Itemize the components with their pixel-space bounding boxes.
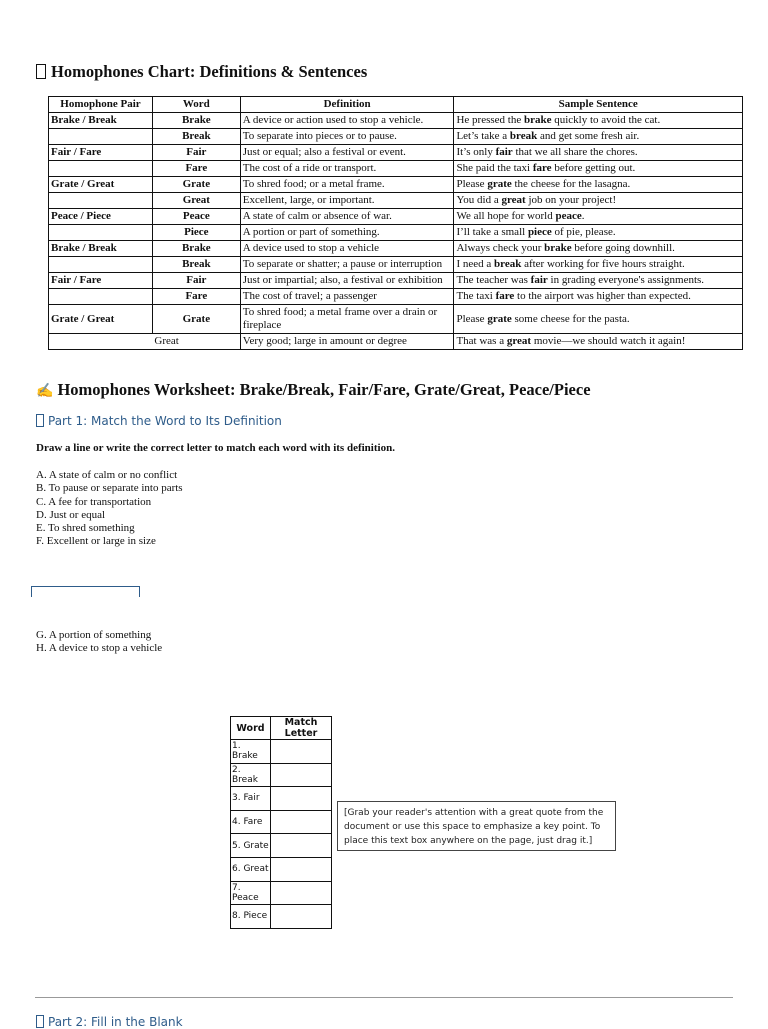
match-row [231, 787, 332, 811]
sentence-text: movie—we should watch it again! [531, 335, 686, 347]
match-header-row [231, 717, 332, 740]
sentence-keyword: peace [555, 210, 582, 222]
pair-cell: Fair / Fare [49, 145, 153, 161]
chart-row [49, 161, 743, 177]
pair-cell: Peace / Piece [49, 209, 153, 225]
match-word-cell: 6. Great [231, 857, 271, 881]
pair-cell: Grate / Great [49, 305, 153, 334]
sentence-cell [454, 209, 743, 225]
chart-row [49, 145, 743, 161]
pair-cell: Grate / Great [49, 177, 153, 193]
chart-row [49, 241, 743, 257]
sentence-keyword: piece [527, 226, 552, 238]
writing-hand-icon: ✍ [36, 384, 54, 399]
word-cell: Brake [152, 113, 240, 129]
sentence-text: . [581, 210, 585, 222]
sentence-keyword: fare [532, 162, 552, 174]
sentence-text: It’s only [456, 146, 496, 158]
word-cell: Fair [152, 273, 240, 289]
sentence-cell [454, 193, 743, 209]
sentence-keyword: grate [487, 178, 512, 190]
notebook-icon [36, 64, 46, 79]
sentence-cell [454, 241, 743, 257]
sentence-cell [454, 145, 743, 161]
sentence-text: Let’s take a [456, 130, 510, 142]
chart-title [36, 62, 367, 82]
sentence-cell [454, 161, 743, 177]
sentence-keyword: brake [523, 114, 552, 126]
match-row [231, 881, 332, 905]
sentence-keyword: fare [495, 290, 515, 302]
sentence-text: I need a [456, 258, 495, 270]
match-row [231, 763, 332, 787]
chart-row [49, 129, 743, 145]
sentence-text: the cheese for the lasagna. [511, 178, 631, 190]
word-cell: Grate [152, 305, 240, 334]
pair-cell [49, 289, 153, 305]
word-cell: Piece [152, 225, 240, 241]
definition-item: D. Just or equal [36, 508, 106, 521]
pair-cell [49, 334, 153, 350]
word-cell: Fare [152, 161, 240, 177]
match-word-cell: 1. Brake [231, 740, 271, 764]
sentence-keyword: fair [530, 274, 548, 286]
puzzle-icon [36, 414, 44, 427]
match-word-cell: 2. Break [231, 763, 271, 787]
pair-cell: Brake / Break [49, 241, 153, 257]
pair-cell: Fair / Fare [49, 273, 153, 289]
sentence-cell [454, 305, 743, 334]
chart-header-row [49, 97, 743, 113]
definition-cell: A device or action used to stop a vehicle. [240, 113, 454, 129]
chart-row [49, 193, 743, 209]
header-definition: Definition [240, 97, 454, 113]
header-word: Word [152, 97, 240, 113]
definition-list-a [36, 469, 183, 549]
sentence-text: before going downhill. [571, 242, 675, 254]
sentence-text: Please [456, 178, 488, 190]
definition-cell: The cost of travel; a passenger [240, 289, 454, 305]
match-letter-cell[interactable] [271, 881, 332, 905]
sentence-keyword: great [506, 335, 532, 347]
sentence-text: That was a [456, 335, 507, 347]
word-cell: Break [152, 129, 240, 145]
sentence-text: She paid the taxi [456, 162, 533, 174]
chart-row [49, 225, 743, 241]
sentence-cell [454, 129, 743, 145]
match-letter-cell[interactable] [271, 857, 332, 881]
sentence-text: The taxi [456, 290, 496, 302]
chart-row [49, 305, 743, 334]
sentence-keyword: grate [487, 312, 512, 325]
definition-item: G. A portion of something [36, 629, 152, 641]
sentence-text: that we all share the chores. [512, 146, 638, 158]
definition-cell: Very good; large in amount or degree [240, 334, 454, 350]
pair-cell [49, 225, 153, 241]
chart-row [49, 273, 743, 289]
definition-item: B. To pause or separate into parts [36, 482, 183, 495]
definition-cell: Just or equal; also a festival or event. [240, 145, 454, 161]
definition-list-b [36, 629, 162, 656]
pair-cell [49, 129, 153, 145]
match-letter-cell[interactable] [271, 763, 332, 787]
chart-row [49, 113, 743, 129]
sentence-cell [454, 225, 743, 241]
part1-heading-text: Part 1: Match the Word to Its Definition [48, 414, 282, 428]
definition-cell: To separate or shatter; a pause or interruption [240, 257, 454, 273]
sentence-cell [454, 257, 743, 273]
match-word-cell: 8. Piece [231, 905, 271, 929]
word-cell: Fare [152, 289, 240, 305]
word-cell: Brake [152, 241, 240, 257]
word-cell: Break [152, 257, 240, 273]
definition-item: C. A fee for transportation [36, 495, 152, 508]
match-row [231, 740, 332, 764]
sentence-keyword: brake [544, 242, 572, 254]
definition-cell: To shred food; a metal frame over a drain or fireplace [240, 305, 454, 334]
sentence-text: Please [456, 312, 488, 325]
definition-cell: To shred food; or a metal frame. [240, 177, 454, 193]
chart-title-text: Homophones Chart: Definitions & Sentences [51, 62, 368, 81]
part1-instruction: Draw a line or write the correct letter to match each word with its definition. [36, 442, 395, 454]
sentence-cell [454, 177, 743, 193]
match-word-cell: 4. Fare [231, 810, 271, 834]
match-word-cell: 3. Fair [231, 787, 271, 811]
match-row [231, 857, 332, 881]
sentence-text: in grading everyone's assignments. [547, 274, 705, 286]
chart-row [49, 334, 743, 350]
sentence-cell [454, 113, 743, 129]
quote-text-box[interactable]: [Grab your reader's attention with a great quote from the document or use this space to emphasize a key point. To place this text box anywhere on the page, just drag it.] [337, 801, 616, 851]
match-letter-cell[interactable] [271, 787, 332, 811]
sentence-keyword: break [494, 258, 522, 270]
definition-cell: To separate into pieces or to pause. [240, 129, 454, 145]
match-letter-cell[interactable] [271, 740, 332, 764]
definition-cell: The cost of a ride or transport. [240, 161, 454, 177]
chart-row [49, 257, 743, 273]
sentence-text: quickly to avoid the cat. [551, 114, 661, 126]
section-divider [35, 997, 733, 998]
definition-cell: Just or impartial; also, a festival or exhibition [240, 273, 454, 289]
text-frame-handle[interactable] [31, 586, 140, 597]
worksheet-title [36, 380, 591, 400]
chart-row [49, 209, 743, 225]
match-word-cell: 5. Grate [231, 834, 271, 858]
part1-heading [36, 414, 282, 428]
sentence-cell [454, 334, 743, 350]
sentence-text: He pressed the [456, 114, 524, 126]
definition-item: E. To shred something [36, 522, 135, 535]
definition-item: F. Excellent or large in size [36, 535, 156, 548]
match-table [230, 716, 332, 929]
sentence-text: Always check your [456, 242, 545, 254]
sentence-text: The teacher was [456, 274, 531, 286]
word-cell: Peace [152, 209, 240, 225]
definition-cell: Excellent, large, or important. [240, 193, 454, 209]
pair-cell [49, 193, 153, 209]
part2-heading-text: Part 2: Fill in the Blank [48, 1015, 183, 1029]
definition-cell: A portion or part of something. [240, 225, 454, 241]
pencil-icon [36, 1015, 44, 1028]
sentence-keyword: great [501, 194, 526, 206]
chart-row [49, 177, 743, 193]
match-row [231, 905, 332, 929]
definition-item: H. A device to stop a vehicle [36, 642, 163, 655]
sentence-text: before getting out. [551, 162, 636, 174]
chart-row [49, 289, 743, 305]
match-letter-cell[interactable] [271, 905, 332, 929]
sentence-text: after working for five hours straight. [521, 258, 685, 270]
sentence-keyword: break [509, 130, 538, 142]
match-letter-cell[interactable] [271, 834, 332, 858]
worksheet-title-text: Homophones Worksheet: Brake/Break, Fair/Fare, Grate/Great, Peace/Piece [57, 380, 591, 399]
match-row [231, 834, 332, 858]
sentence-text: You did a [456, 194, 502, 206]
word-cell: Great [152, 334, 240, 350]
sentence-text: to the airport was higher than expected. [514, 290, 691, 302]
header-homophone-pair: Homophone Pair [49, 97, 153, 113]
match-header-word: Word [231, 717, 271, 740]
pair-cell [49, 257, 153, 273]
sentence-text: I’ll take a small [456, 226, 528, 238]
sentence-text: of pie, please. [551, 226, 616, 238]
sentence-text: job on your project! [525, 194, 617, 206]
definition-cell: A device used to stop a vehicle [240, 241, 454, 257]
match-header-letter: Match Letter [271, 717, 332, 740]
pair-cell [49, 161, 153, 177]
part2-heading [36, 1015, 183, 1029]
homophones-chart-table [48, 96, 743, 350]
header-sample-sentence: Sample Sentence [454, 97, 743, 113]
pair-cell: Brake / Break [49, 113, 153, 129]
match-letter-cell[interactable] [271, 810, 332, 834]
word-cell: Grate [152, 177, 240, 193]
sentence-text: and get some fresh air. [537, 130, 640, 142]
sentence-text: some cheese for the pasta. [511, 312, 630, 325]
sentence-keyword: fair [495, 146, 513, 158]
match-word-cell: 7. Peace [231, 881, 271, 905]
sentence-cell [454, 273, 743, 289]
sentence-cell [454, 289, 743, 305]
definition-item: A. A state of calm or no conflict [36, 469, 178, 481]
definition-cell: A state of calm or absence of war. [240, 209, 454, 225]
word-cell: Fair [152, 145, 240, 161]
match-row [231, 810, 332, 834]
sentence-text: We all hope for world [456, 210, 556, 222]
word-cell: Great [152, 193, 240, 209]
